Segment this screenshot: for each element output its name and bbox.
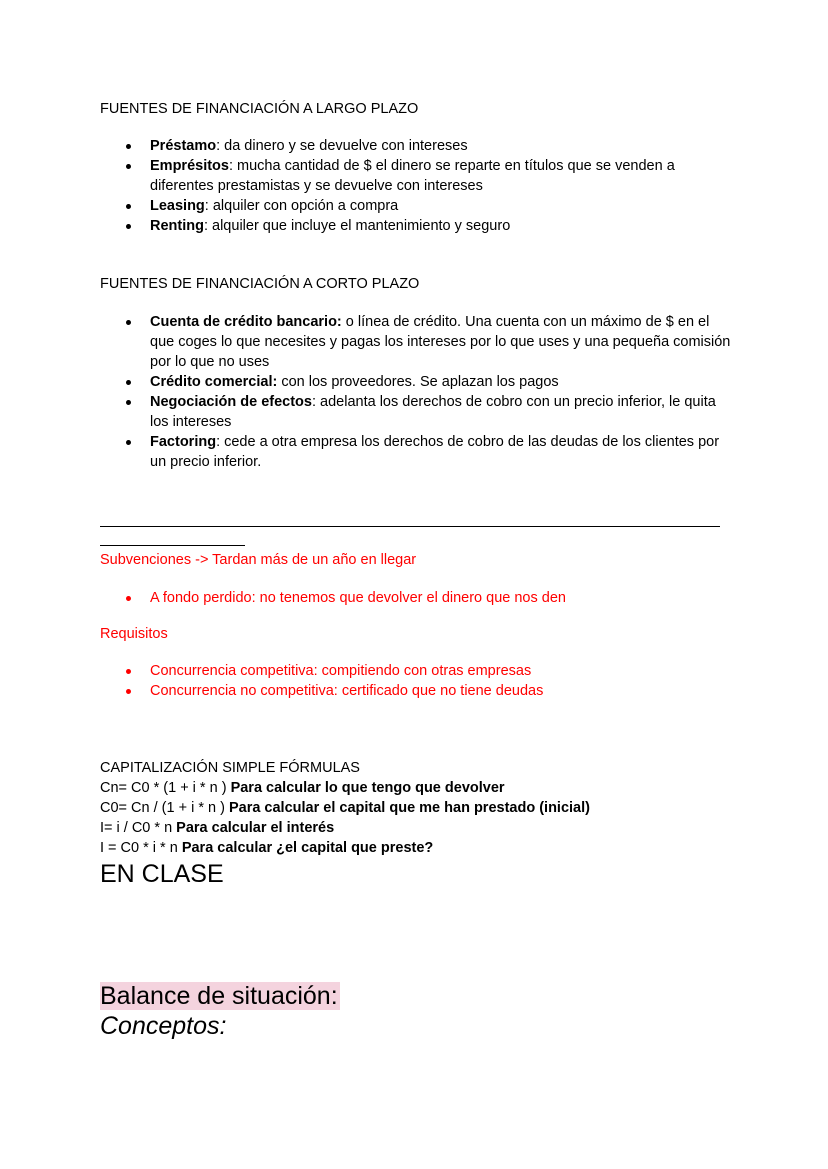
formula-expr: I = C0 * i * n: [100, 840, 182, 856]
item-desc: : cede a otra empresa los derechos de cobro de las deudas de los clientes por un precio inferior.: [150, 434, 720, 470]
list-item: [0, 196, 734, 216]
formula-expr: I= i / C0 * n: [100, 820, 177, 836]
formula-line: [100, 838, 433, 858]
item-desc: con los proveedores. Se aplazan los pagos: [277, 374, 559, 390]
formula-line: [100, 778, 505, 798]
formula-expr: C0= Cn / (1 + i * n ): [100, 800, 229, 816]
balance-title: Balance de situación:: [100, 982, 338, 1010]
item-term: Renting: [150, 218, 204, 234]
item-desc: : alquiler con opción a compra: [204, 198, 399, 214]
capitalization-heading: CAPITALIZACIÓN SIMPLE FÓRMULAS: [100, 760, 360, 776]
formula-expr: Cn= C0 * (1 + i * n ): [100, 780, 231, 796]
list-item: [0, 136, 734, 156]
en-clase-heading: EN CLASE: [100, 860, 224, 888]
item-term: Factoring: [150, 434, 217, 450]
formula-line: [100, 798, 590, 818]
list-item: [0, 156, 734, 196]
item-term: Leasing: [150, 198, 205, 214]
item-desc: o línea de crédito. Una cuenta con un máximo de $ en el que coges lo que necesites y pagas los intereses por lo que uses y una pequeña comisión por lo que no uses: [150, 314, 731, 370]
subsidies-list: [0, 588, 734, 608]
list-item: [0, 372, 734, 392]
short-term-heading: FUENTES DE FINANCIACIÓN A CORTO PLAZO: [100, 276, 420, 292]
list-item: [0, 216, 734, 236]
item-term: Cuenta de crédito bancario:: [150, 314, 342, 330]
formula-line: [100, 818, 334, 838]
formula-note: Para calcular lo que tengo que devolver: [230, 780, 505, 796]
item-desc: : mucha cantidad de $ el dinero se reparte en títulos que se venden a diferentes prestamistas y se devuelve con intereses: [150, 158, 675, 194]
list-item: [0, 432, 734, 472]
balance-subtitle: Conceptos:: [100, 1012, 227, 1040]
item-term: Crédito comercial:: [150, 374, 278, 390]
short-term-list: [0, 312, 734, 472]
formula-note: Para calcular ¿el capital que preste?: [181, 840, 434, 856]
long-term-heading: FUENTES DE FINANCIACIÓN A LARGO PLAZO: [100, 101, 419, 117]
formula-note: Para calcular el capital que me han prestado (inicial): [228, 800, 590, 816]
horizontal-rule-short: [100, 545, 245, 546]
list-item: Concurrencia competitiva: compitiendo con otras empresas: [0, 661, 734, 681]
item-term: Préstamo: [150, 138, 217, 154]
formula-note: Para calcular el interés: [176, 820, 335, 836]
item-desc: : adelanta los derechos de cobro con un precio inferior, le quita los intereses: [150, 394, 716, 430]
horizontal-rule: [100, 526, 720, 527]
list-item: [0, 312, 734, 372]
item-term: Negociación de efectos: [150, 394, 312, 410]
long-term-list: [0, 136, 734, 236]
item-desc: : alquiler que incluye el mantenimiento y seguro: [203, 218, 511, 234]
list-item: [0, 392, 734, 432]
item-term: Emprésitos: [150, 158, 229, 174]
list-item: Concurrencia no competitiva: certificado que no tiene deudas: [0, 681, 734, 701]
requisitos-title: Requisitos: [100, 626, 168, 642]
balance-heading: [100, 981, 340, 1011]
subsidies-title: Subvenciones -> Tardan más de un año en llegar: [100, 552, 417, 568]
item-desc: : da dinero y se devuelve con intereses: [216, 138, 468, 154]
list-item: A fondo perdido: no tenemos que devolver el dinero que nos den: [0, 588, 734, 608]
requisitos-list: [0, 661, 734, 701]
